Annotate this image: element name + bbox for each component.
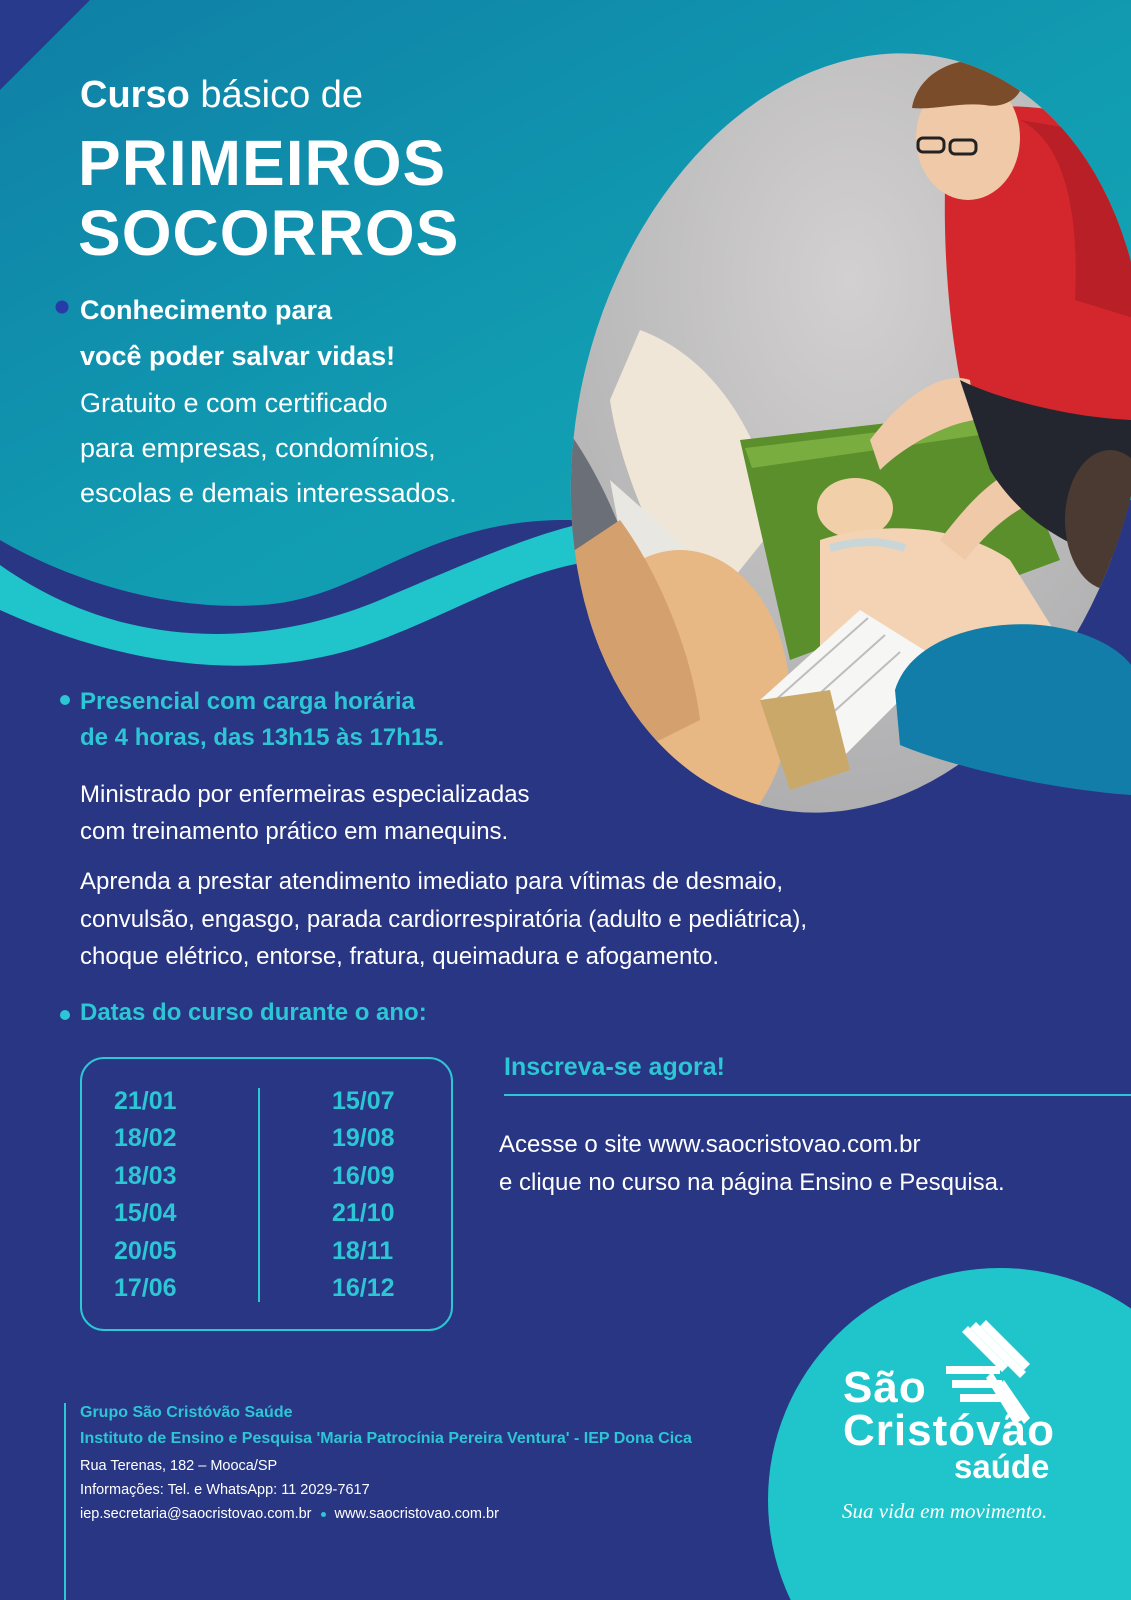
date-item: 15/07 (332, 1087, 395, 1115)
date-item: 17/06 (114, 1273, 177, 1302)
aprenda-line3: choque elétrico, entorse, fratura, queimadura e afogamento. (80, 943, 720, 970)
brand-tagline: Sua vida em movimento. (842, 1499, 1048, 1523)
intro-highlight-line1: Conhecimento para (80, 295, 333, 325)
intro-body-line3: escolas e demais interessados. (80, 478, 457, 508)
date-item: 19/08 (332, 1124, 395, 1153)
ministrado-line2: com treinamento prático em manequins. (80, 818, 509, 845)
date-item: 18/11 (332, 1236, 394, 1265)
signup-heading: Inscreva-se agora! (504, 1053, 725, 1081)
page-title (78, 128, 459, 268)
date-item: 15/04 (114, 1199, 177, 1228)
footer-website-link[interactable]: www.saocristovao.com.br (334, 1506, 499, 1522)
presencial-line2: de 4 horas, das 13h15 às 17h15. (80, 724, 445, 751)
date-item: 21/01 (114, 1087, 177, 1115)
presencial-text (80, 684, 520, 756)
footer-email-link[interactable]: iep.secretaria@saocristovao.com.br (80, 1506, 312, 1522)
title-rest: básico de (200, 74, 364, 116)
footer-institute: Instituto de Ensino e Pesquisa 'Maria Patrocínia Pereira Ventura' - IEP Dona Cica (80, 1430, 692, 1447)
date-item: 20/05 (114, 1236, 177, 1265)
bullet-dot (60, 1010, 70, 1020)
footer-group: Grupo São Cristóvão Saúde (80, 1404, 293, 1421)
intro-body-line1: Gratuito e com certificado (80, 388, 388, 418)
date-item: 16/12 (332, 1273, 395, 1302)
date-item: 16/09 (332, 1161, 395, 1190)
footer-phone: Informações: Tel. e WhatsApp: 11 2029-7617 (80, 1482, 370, 1498)
signup-line2: e clique no curso na página Ensino e Pesquisa. (499, 1168, 1005, 1196)
ministrado-text (80, 776, 620, 850)
bullet-dot-navy (56, 301, 69, 314)
intro-body-line2: para empresas, condomínios, (80, 433, 436, 463)
presencial-line1: Presencial com carga horária (80, 688, 415, 715)
logo-line3: saúde (954, 1448, 1050, 1485)
intro-highlight-line2: você poder salvar vidas! (80, 341, 396, 371)
dates-left-column (114, 1083, 177, 1307)
date-item: 18/03 (114, 1161, 177, 1190)
title-bold: Curso (80, 74, 190, 116)
aprenda-text (80, 863, 960, 976)
footer-divider (64, 1403, 66, 1600)
separator-dot (321, 1512, 326, 1517)
aprenda-line2: convulsão, engasgo, parada cardiorrespiratória (adulto e pediátrica), (80, 905, 808, 933)
intro-body (80, 381, 550, 516)
date-item: 18/02 (114, 1124, 177, 1153)
ministrado-line1: Ministrado por enfermeiras especializadas (80, 781, 530, 808)
footer-address: Rua Terenas, 182 – Mooca/SP (80, 1458, 278, 1474)
signup-line1: Acesse o site www.saocristovao.com.br (499, 1131, 921, 1158)
date-item: 21/10 (332, 1199, 395, 1228)
title-line3: SOCORROS (78, 197, 460, 269)
dates-heading: Datas do curso durante o ano: (80, 999, 427, 1026)
signup-underline (504, 1094, 1131, 1096)
logo-line2: Cristóvão (843, 1406, 1055, 1455)
dates-divider (258, 1088, 260, 1302)
dates-right-column (332, 1083, 395, 1307)
aprenda-line1: Aprenda a prestar atendimento imediato para vítimas de desmaio, (80, 868, 784, 895)
title-line1 (80, 72, 363, 118)
footer-contacts (80, 1503, 499, 1525)
logo-line1: São (843, 1363, 927, 1412)
signup-instructions (499, 1126, 1099, 1201)
intro-highlight (80, 287, 500, 379)
bullet-dot (60, 695, 70, 705)
title-line2: PRIMEIROS (78, 127, 447, 199)
